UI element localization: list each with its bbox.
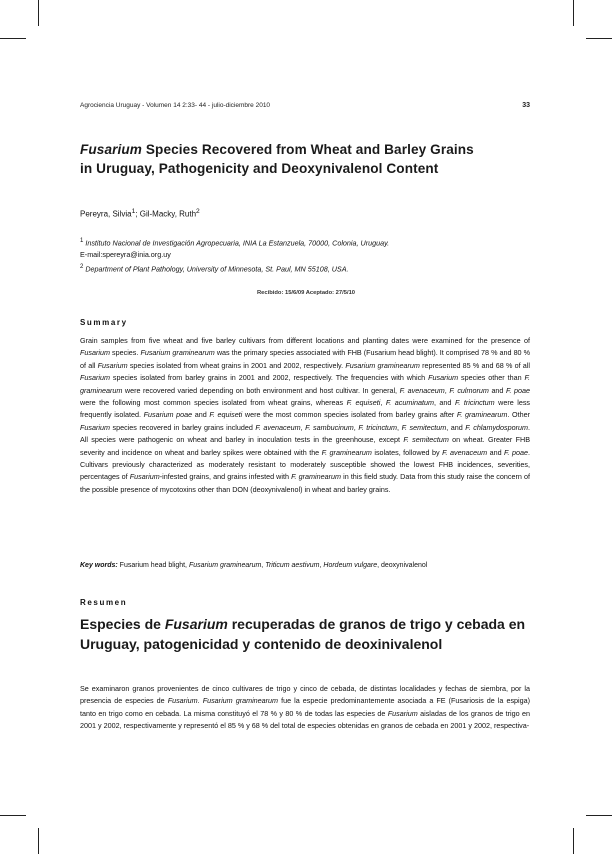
text-run: species isolated from wheat grains in 2001 and 2002, respectively.	[127, 360, 346, 370]
species-name: F. sambucinum	[305, 422, 354, 432]
species-name: Fusarium	[80, 373, 110, 383]
species-name: Fusarium	[80, 422, 110, 432]
species-name: F. acuminatum	[385, 398, 434, 408]
text-run: in this field study. Data from this study raise the concern of the possible presence of mycotoxins other than DON (deoxynivalenol) in wheat and barley grains.	[80, 472, 530, 494]
text-run: ,	[444, 385, 450, 395]
resumen-title	[80, 614, 530, 654]
crop-mark-top-right-h	[586, 38, 612, 39]
running-header	[80, 102, 530, 109]
text-run: ,	[261, 562, 266, 569]
text-run: , and	[446, 422, 466, 432]
species-name: F. avenaceum	[255, 422, 301, 432]
species-name: Hordeum vulgare	[323, 562, 378, 569]
species-name: F. culmorum	[449, 385, 489, 395]
resumen-paragraph	[80, 683, 530, 733]
crop-mark-bottom-left-v	[38, 828, 39, 854]
resumen-title-rest: recuperadas de granos de trigo y cebada en Uruguay, patogenicidad y contenido de deoxinivalenol	[80, 616, 526, 652]
text-run: and	[192, 410, 210, 420]
text-run: were the following most common species isolated from wheat grains, whereas	[80, 398, 347, 408]
text-run: species.	[109, 348, 141, 358]
species-name: Fusarium	[80, 348, 110, 358]
text-run: , and	[433, 398, 455, 408]
author-2-superscript: 2	[196, 208, 200, 215]
text-run: , deoxynivalenol	[377, 562, 428, 569]
title-genus: Fusarium	[80, 142, 142, 157]
species-name: F. equiseti	[346, 398, 381, 408]
author-list: Pereyra, Silvia$^1$; Gil-Macky, Ruth$^2$	[80, 208, 200, 219]
text-run: were the most common species isolated from barley grains after	[242, 410, 457, 420]
text-run: Se examinaron granos provenientes de cinco cultivares de trigo y cinco de cebada, de distintas localidades y fechas de siembra, por la presencia de especies de	[80, 684, 530, 706]
author-1-superscript: 1	[131, 208, 136, 215]
text-run: ,	[380, 398, 386, 408]
text-run: was the primary species associated with FHB (Fusarium head blight). It comprised 78 % and 80 % of all	[80, 348, 530, 370]
affiliation-1-address: , INIA La Estanzuela, 70000, Colonia, Uruguay.	[238, 238, 390, 248]
text-run: isolates, followed by	[371, 447, 443, 457]
affiliation-2-superscript: 2	[80, 264, 84, 271]
species-name: F. graminearum	[80, 373, 530, 395]
text-run: ,	[353, 422, 359, 432]
text-run: ,	[300, 422, 306, 432]
species-name: F. tricinctum	[454, 398, 495, 408]
resumen-title-genus: Fusarium	[164, 616, 228, 632]
crop-mark-top-left-h	[0, 38, 26, 39]
species-name: F. avenaceum	[399, 385, 445, 395]
page-number: 33	[522, 102, 530, 109]
species-name: F. equiseti	[209, 410, 243, 420]
species-name: F. semitectum	[403, 435, 449, 445]
received-accepted-dates: Recibido: 15/6/09 Aceptado: 27/5/10	[256, 290, 356, 296]
species-name: F. semitectum	[401, 422, 447, 432]
paper-title	[80, 140, 530, 178]
keywords-line	[80, 562, 530, 569]
species-name: F. chlamydosporum	[465, 422, 528, 432]
text-run: . All species were pathogenic on wheat and barley in inoculation tests in the greenhouse, except	[80, 422, 530, 445]
text-run: . Cultivars previously characterized as moderately resistant to moderately susceptible showed the lowest FHB incidences, severities, percentages of	[80, 447, 530, 482]
species-name: F. poae	[504, 447, 528, 457]
species-name: F. poae	[505, 385, 530, 395]
crop-mark-bottom-left-h	[0, 815, 26, 816]
affiliation-2-text: Department of Plant Pathology, University of Minnesota, St. Paul, MN 55108, USA.	[85, 264, 349, 274]
species-name: F. graminearum	[456, 410, 508, 420]
species-name: Fusarium	[428, 373, 459, 383]
species-name: Fusarium graminearum	[140, 348, 215, 358]
text-run: Fusarium head blight,	[117, 562, 189, 569]
journal-citation: Agrociencia Uruguay - Volumen 14 2:33- 44 - julio-diciembre 2010	[80, 102, 271, 109]
species-name: Fusarium graminearum	[202, 696, 279, 706]
species-name: Fusarium	[129, 472, 160, 482]
text-run: aisladas de los granos de trigo en 2001 y 2002, respectivamente y representó el 85 % y 68 % del total de especies obtenidas en granos de cebada en 2001 y 2002, respectiva-	[80, 708, 531, 731]
title-line1-rest: Species Recovered from Wheat and Barley Grains	[145, 142, 474, 157]
affiliations	[80, 235, 530, 276]
crop-mark-top-right-v	[573, 0, 574, 26]
summary-paragraph	[80, 335, 530, 496]
species-name: Fusarium graminearum	[188, 562, 262, 569]
text-run: ,	[319, 562, 324, 569]
affiliation-1-institution: Instituto Nacional de Investigación Agropecuaria	[85, 238, 239, 248]
keywords-label: Key words:	[80, 562, 118, 569]
author-1: Pereyra, Silvia	[80, 209, 132, 219]
species-name: Fusarium	[387, 708, 418, 718]
text-run: -infested grains, and grains infested with	[159, 472, 292, 482]
species-name: Fusarium poae	[143, 410, 193, 420]
species-name: Fusarium	[97, 360, 128, 370]
species-name: Triticum aestivum	[265, 562, 320, 569]
species-name: F. avenaceum	[442, 447, 488, 457]
text-run: were less frequently isolated.	[80, 398, 531, 420]
keywords-text	[118, 562, 428, 569]
text-run: were recovered varied depending on both environment and host cultivar. In general,	[122, 385, 400, 395]
text-run: .	[197, 696, 203, 706]
text-run: species recovered in barley grains included	[109, 422, 256, 432]
text-run: represented 85 % and 68 % of all	[419, 360, 530, 370]
crop-mark-bottom-right-v	[573, 828, 574, 854]
summary-heading: Summary	[80, 318, 128, 327]
author-2: Gil-Macky, Ruth	[139, 209, 197, 219]
text-run: species isolated from barley grains in 2001 and 2002, respectively. The frequencies with which	[109, 373, 429, 383]
resumen-heading: Resumen	[80, 598, 128, 607]
resumen-title-prefix: Especies de	[80, 616, 165, 632]
species-name: F. graminearum	[291, 472, 341, 482]
species-name: Fusarium	[167, 696, 198, 706]
text-run: on wheat. Greater FHB severity and incidence on wheat and barley spikes were obtained with the	[80, 435, 531, 457]
text-run: species other than	[458, 373, 525, 383]
species-name: F. graminearum	[321, 447, 372, 457]
text-run: and	[487, 447, 505, 457]
text-run: fue la especie predominantemente asociada a FE (Fusariosis de la espiga) tanto en trigo como en cebada. La misma constituyó el 78 % y 80 % de todas las especies de	[80, 696, 531, 718]
text-run: and	[488, 385, 506, 395]
species-name: Fusarium graminearum	[345, 360, 420, 370]
text-run: . Other	[507, 410, 530, 420]
text-run: Grain samples from five wheat and five barley cultivars from different locations and planting dates were examined for the presence of	[80, 336, 530, 345]
title-line2: in Uruguay, Pathogenicity and Deoxynivalenol Content	[80, 161, 439, 176]
text-run: ,	[397, 422, 402, 432]
crop-mark-bottom-right-h	[586, 815, 612, 816]
species-name: F. tricinctum	[358, 422, 398, 432]
affiliation-1-superscript: 1	[80, 238, 84, 244]
crop-mark-top-left-v	[38, 0, 39, 26]
affiliation-1-email[interactable]: E-mail:spereyra@inia.org.uy	[80, 250, 171, 260]
